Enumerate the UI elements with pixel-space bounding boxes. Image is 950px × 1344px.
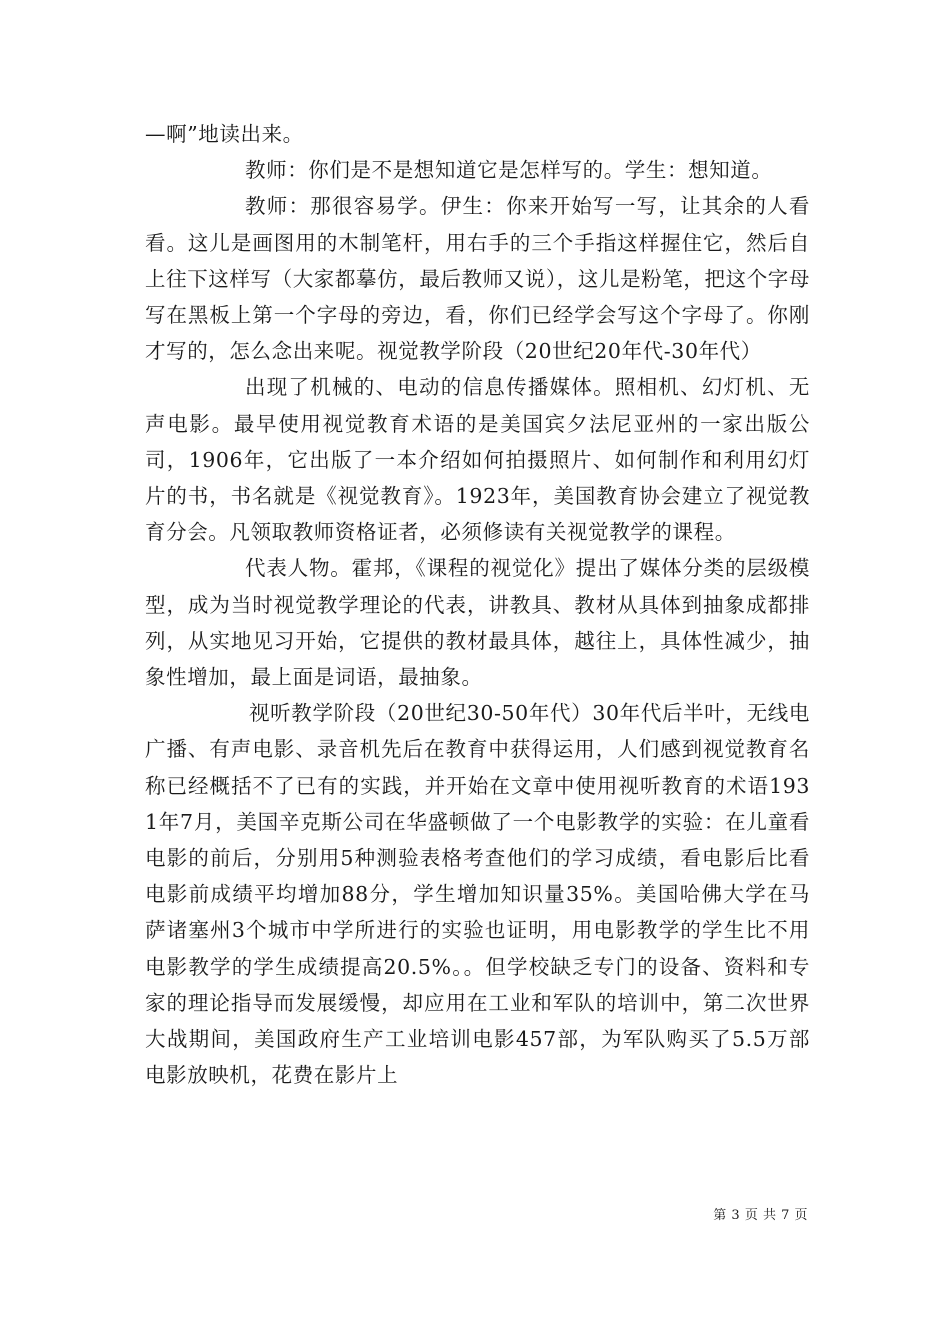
page-number-footer: 第 3 页 共 7 页 (713, 1208, 808, 1223)
document-body (145, 116, 810, 1093)
paragraph-representative: 代表人物。霍邦，《课程的视觉化》提出了媒体分类的层级模型，成为当时视觉教学理论的代表，讲教具、教材从具体到抽象成都排列，从实地见习开始，它提供的教材最具体，越往上，具体性减少，抽象性增加，最上面是词语，最抽象。 (145, 556, 810, 690)
paragraph-dialogue-2: 教师：那很容易学。伊生：你来开始写一写，让其余的人看看。这儿是画图用的木制笔杆，用右手的三个手指这样握住它，然后自上往下这样写（大家都摹仿，最后教师又说），这儿是粉笔，把这个字母写在黑板上第一个字母的旁边，看，你们已经学会写这个字母了。你刚才写的，怎么念出来呢。视觉教学阶段（20世纪20年代-30年代） (145, 194, 810, 364)
paragraph-continuation: —啊”地读出来。 (145, 122, 304, 146)
paragraph-dialogue-1: 教师：你们是不是想知道它是怎样写的。学生：想知道。 (245, 158, 773, 183)
paragraph-audiovisual-stage: 视听教学阶段（20世纪30-50年代）30年代后半叶，无线电广播、有声电影、录音机先后在教育中获得运用，人们感到视觉教育名称已经概括不了已有的实践，并开始在文章中使用视听教育的术语1931年7月，美国辛克斯公司在华盛顿做了一个电影教学的实验：在儿童看电影的前后，分别用5种测验表格考查他们的学习成绩，看电影后比看电影前成绩平均增加88分，学生增加知识量35%。美国哈佛大学在马萨诸塞州3个城市中学所进行的实验也证明，用电影教学的学生比不用电影教学的学生成绩提高20.5%。。但学校缺乏专门的设备、资料和专家的理论指导而发展缓慢，却应用在工业和军队的培训中，第二次世界大战期间，美国政府生产工业培训电影457部，为军队购买了5.5万部电影放映机，花费在影片上 (145, 701, 810, 1088)
paragraph-visual-media: 出现了机械的、电动的信息传播媒体。照相机、幻灯机、无声电影。最早使用视觉教育术语的是美国宾夕法尼亚州的一家出版公司，1906年，它出版了一本介绍如何拍摄照片、如何制作和利用幻灯片的书，书名就是《视觉教育》。1923年，美国教育协会建立了视觉教育分会。凡领取教师资格证者，必须修读有关视觉教学的课程。 (145, 375, 810, 545)
